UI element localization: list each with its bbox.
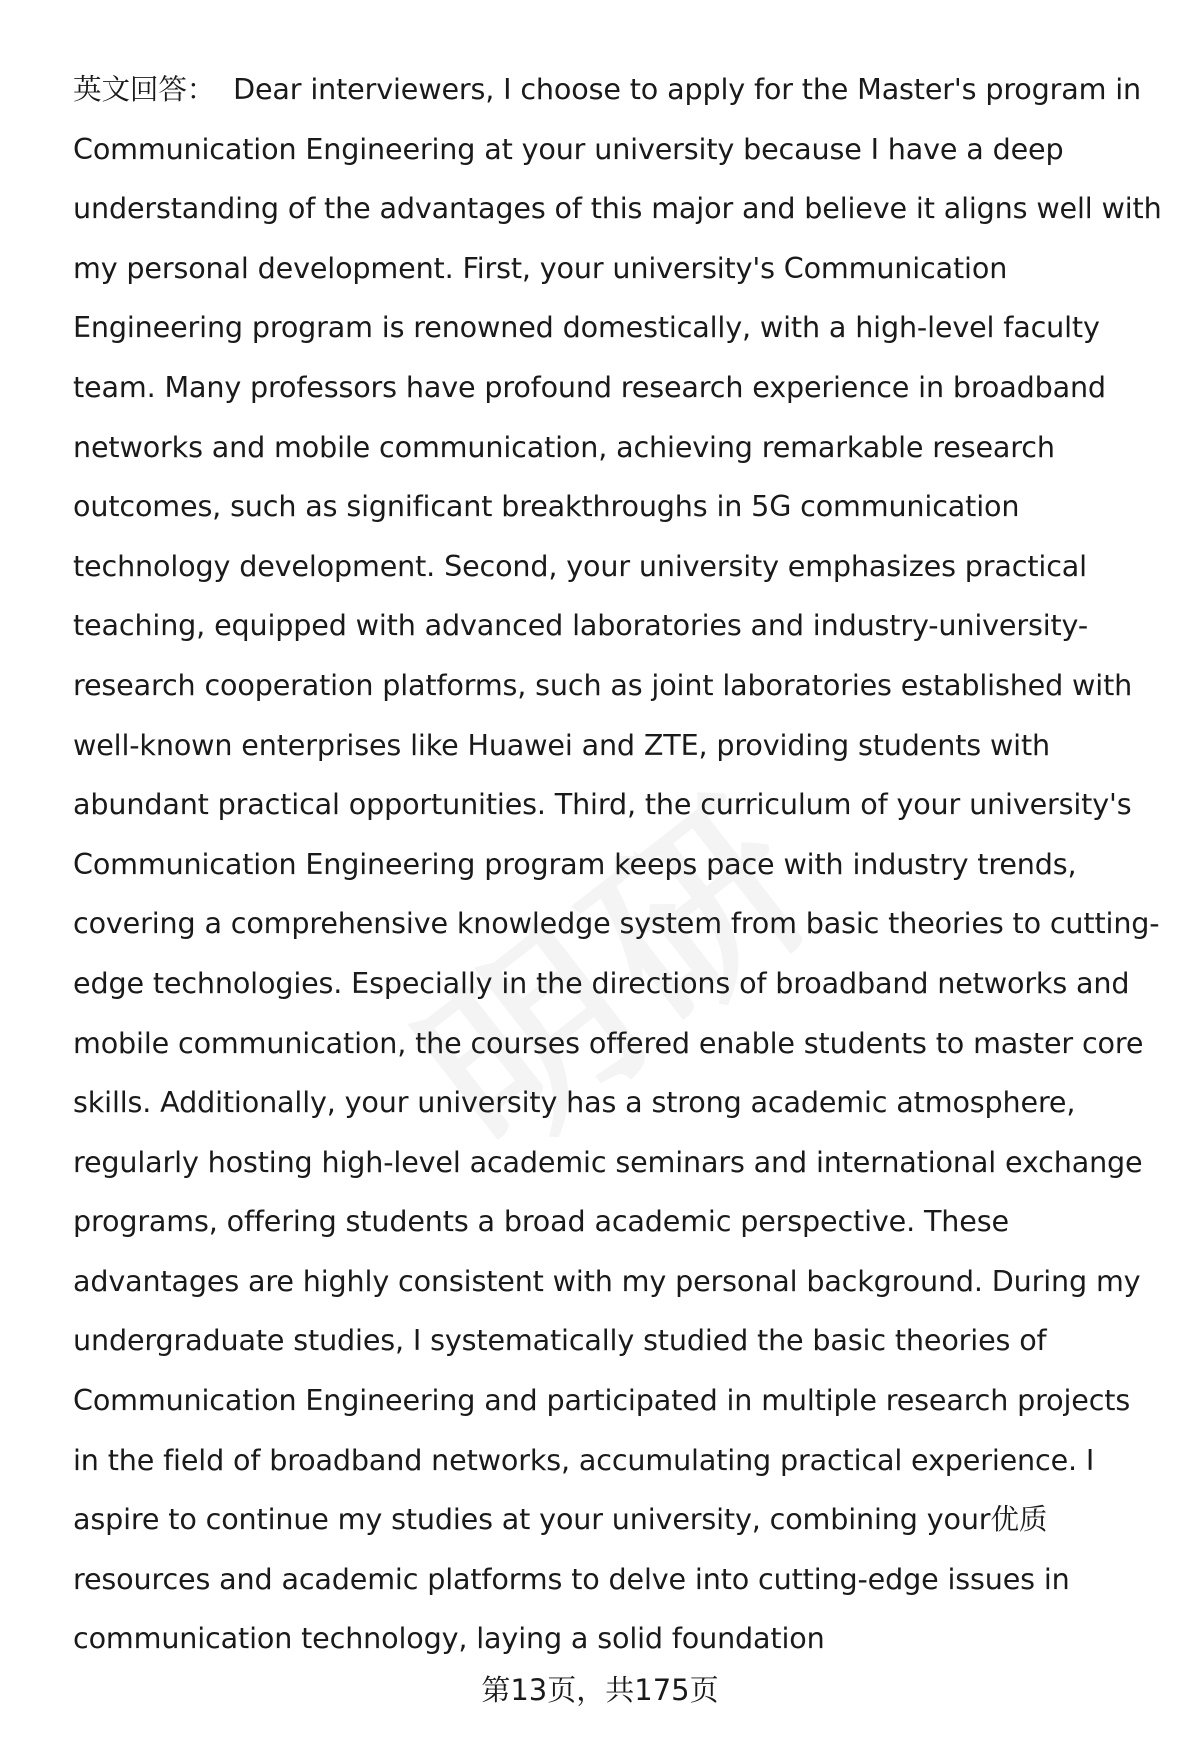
page-number: 第13页，共175页 <box>481 1673 719 1707</box>
answer-label: 英文回答： <box>73 72 216 106</box>
answer-text: Dear interviewers, I choose to apply for the Master's program in Communication Engineering at your university because I have a deep understanding of the advantages of this major and believe it aligns well with my personal development. First, your university's Communication Engineering program is renowned domestically, with a high-level faculty team. Many professors have profound research experience in broadband networks and mobile communication, achieving remarkable research outcomes, such as significant breakthroughs in 5G communication technology development. Second, your university emphasizes practical teaching, equipped with advanced laboratories and industry-university-research cooperation platforms, such as joint laboratories established with well-known enterprises like Huawei and ZTE, providing students with abundant practical opportunities. Third, the curriculum of your university's Communication Engineering program keeps pace with industry trends, covering a comprehensive knowledge system from basic theories to cutting-edge technologies. Especially in the directions of broadband networks and mobile communication, the courses offered enable students to master core skills. Additionally, your university has a strong academic atmosphere, regularly hosting high-level academic seminars and international exchange programs, offering students a broad academic perspective. These advantages are highly consistent with my personal background. During my undergraduate studies, I systematically studied the basic theories of Communication Engineering and participated in multiple research projects in the field of broadband networks, accumulating practical experience. I aspire to continue my studies at your university, combining your优质 resources and academic platforms to delve into cutting-edge issues in communication technology, laying a solid foundation <box>73 72 1162 1656</box>
answer-paragraph <box>73 60 1163 1669</box>
